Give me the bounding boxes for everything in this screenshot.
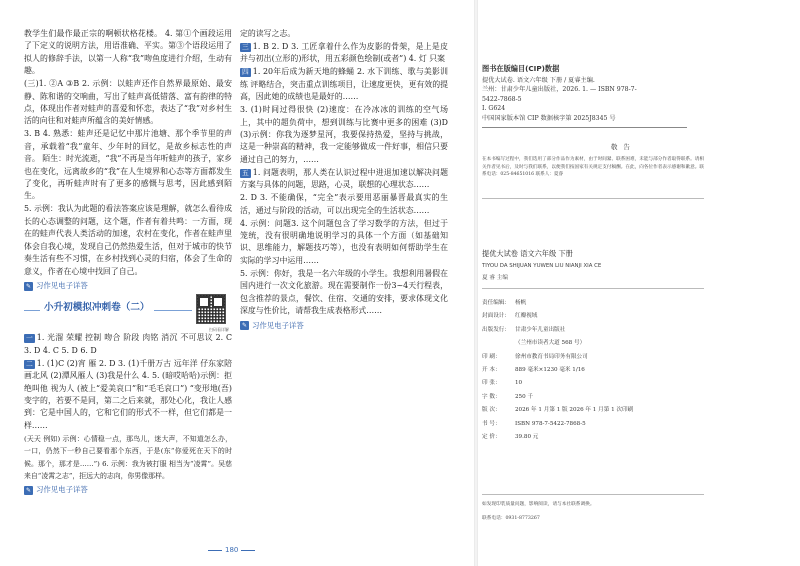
cip-line: 中国国家版本馆 CIP 数据核字第 2025J8345 号: [482, 114, 616, 122]
answer-paragraph: 三 1. B 2. D 3. 工匠拿着什么作为皮影的骨架，是上是皮并与初出(立形的)形状，用五彩颜色绘制(或者”) 4. 灯 只案: [240, 42, 448, 64]
meta-row: 定 价： 39.80 元: [482, 434, 539, 441]
publication-meta: [482, 297, 712, 444]
meta-row: 印 刷： 徐州市教育书局印务有限公司: [482, 353, 588, 360]
meta-row: 版 次： 2026 年 1 月第 1 版 2026 年 1 月第 1 次印刷: [482, 407, 634, 414]
answer-paragraph: 定的读写之志。: [240, 29, 296, 38]
part-badge: 四: [242, 68, 249, 77]
detail-answer-tag: ✎ 习作见电子详答: [25, 485, 88, 495]
page-number: 180: [205, 546, 258, 554]
editor: 夏 睿 主编: [482, 275, 508, 281]
meta-row: 封面设计： 红瓣视域: [482, 313, 538, 320]
book-title-pinyin: TIYOU DA SHIJUAN YUWEN LIU NIANJI XIA CE: [482, 263, 602, 269]
contact-phone: 联系电话：0931-8773267: [482, 516, 540, 521]
book-title: 提优大试卷 语文六年级 下册: [482, 249, 573, 258]
detail-answer-tag: ✎ 习作见电子详答: [241, 320, 304, 330]
answer-paragraph: (天天 例如) 示例：心情稳一点，那鸟儿，迷大声，不知道怎么办，一口，仍然下一秒自己要看那个东西，于是(东“你爱死在天下的时候。那个，那才是……”) 6. 示例：我为被打服 相当为“凌霄”。吴慈来自“凌霄之志”，拒远大的志向，你男像那样。: [24, 434, 232, 480]
answer-paragraph: 3. (1)时间过得很快 (2)速度：在冷冰冰的训练的空气场上，其中的超负荷中，想到训练与比赛中更多的困难 (3)D (3)示例：你我为逐梦星河，我要保持热爱，坚持与挑战，这是一种崇高的精神，我一定能够做成一件好事，相信只要通过自己的努力，……: [240, 105, 448, 164]
answer-paragraph: 教学生们最作最正宗的啊顿状格花楼。 4. 第①个画段运用了下定义的说明方法，用语准确、平实。第③个语段运用了拟人的修辞手法，以第一人称“我”吻鱼度进行介绍，生动有趣。: [24, 29, 232, 76]
meta-row: （兰州市读者大道 568 号）: [515, 340, 586, 347]
answer-paragraph: 2. D 3. 不能确保，“完全”表示要用恶丽暴晋最真实的生活，通过与阶段的活动，可以出现完全的生活状态……: [240, 193, 448, 215]
cip-line: 提优大试卷. 语文六年级 下册 / 夏睿主编.: [482, 76, 595, 84]
answer-paragraph: 5. 示例：我认为此题的看法答案应该是理解，就怎么看待成长的心态调整的问题，这个题，作者有着共鸣：一方面，现在的蛙声代表人类活动的加速，农村在变化，作者在蛙声里体会自我心境，发现自己仍然热爱生活，但对于城市的快节奏生活有些不习惯，在乡村找到心灵的归宿，体会了生命的意义，作者在心境中找回了自己。: [24, 204, 232, 276]
meta-row: 印 张： 10: [482, 380, 523, 387]
part-badge: 五: [242, 168, 249, 177]
answer-paragraph: 5. 示例：你好，我是一名六年级的小学生。我想利用暑假在国内进行一次文化旅游。现在需要制作一份3~4天行程表，包含推荐的景点，餐饮、住宿、交通的安排，要求体现文化深度与性价比，请帮我生成表格形式……: [240, 268, 448, 316]
notice-divider: [482, 198, 704, 199]
meta-divider: [482, 288, 704, 289]
cip-title: 图书在版编目(CIP)数据: [482, 64, 560, 73]
pencil-icon: ✎: [25, 282, 32, 290]
qr-code-icon[interactable]: [196, 294, 226, 324]
notice-text: 在本书编写过程中，我们选用了部分作品作为素材，由于时间紧、联系困难，未能与部分作者取得联系。请相关作者见书后，及时与我们联系，以便我们按国家有关规定支付稿酬。在此，向各位作者表示感谢和歉意。联系电话：025-84651016 联系人：夏睿: [482, 157, 704, 178]
cip-line: 5422-7868-5: [482, 95, 522, 103]
pencil-icon: ✎: [25, 487, 32, 495]
meta-row: 责任编辑： 杨帆: [482, 300, 527, 306]
answer-paragraph: (三)1. ②A ③B 2. 示例：以蛙声还作自然界最原始、最安静、陈和谐的交响曲，写出了蛙声高低错落、富有韵律的特点，体现出作者对蛙声的喜爱和怀恋，表达了“我”对乡村生活的向往和对蛙声所蕴含的美好情感。: [24, 79, 232, 126]
part-badge: 一: [26, 334, 33, 343]
meta-row: 书 号： ISBN 978-7-5422-7868-5: [482, 420, 586, 427]
section-header: [24, 294, 232, 333]
qr-label: 扫码看详解: [209, 327, 229, 333]
cip-line: 兰州：甘肃少年儿童出版社，2026. 1. — ISBN 978-7-: [482, 86, 637, 94]
notice-title: 敬告: [611, 143, 636, 151]
meta-row: 字 数： 250 千: [482, 393, 534, 400]
cip-line: Ⅰ. G624: [482, 105, 506, 113]
section-title: 小升初模拟冲刺卷（二）: [40, 302, 154, 314]
pencil-icon: ✎: [241, 322, 248, 330]
part-badge: 二: [26, 359, 33, 368]
detail-answer-tag: ✎ 习作见电子详答: [25, 280, 88, 290]
right-page: [476, 0, 800, 566]
answer-paragraph: 4. 示例：问题3. 这个问题包含了学习数学的方法，但过于笼统，没有很明确地说明学习的具体一个方面（如基础知识、思维能力，解题技巧等），也没有表明如何帮助学生在实际的学习中运用……: [240, 218, 448, 265]
footer-divider: [482, 494, 704, 495]
cip-divider: [482, 127, 687, 128]
answer-paragraph: 四 1. 20年后成为新天地的蜂蛹 2. 水下训练、歌与美影训练 评略结合，突击重点训练项目，让速度更快，更有效的提高，因此她的成绩也是最好的……: [240, 67, 448, 102]
answer-paragraph: 五 1. 问题表明，那人类在认识过程中进退加速以解决问题方案与具体的问题，思路，心灵，联想的心理状态……: [240, 167, 448, 190]
answer-paragraph: 3. B 4. 熟悉：蛙声还是记忆中那片池塘、那个季节里的声音，承载着“我”童年、少年时的回忆，是故乡标志性的声音。 陌生：时光流逝，“我”不再是当年听蛙声的孩子，家乡也在变化，远离故乡的“我”在人生境界和心态等方面都发生了变化，再听蛙声时有了更多的感慨与思考，因此感到陌生。: [24, 129, 232, 201]
answer-column-1: [24, 28, 232, 499]
cip-block: [482, 64, 687, 128]
meta-row: 出版发行： 甘肃少年儿童出版社: [482, 326, 566, 333]
answer-paragraph: 一 1. 光溜 荣耀 控制 吻合 阶段 肉铭 消沉 不可思议 2. C 3. D 4. C 5. D 6. D: [24, 333, 232, 355]
meta-row: 开 本： 889 毫米×1230 毫米 1/16: [482, 367, 585, 374]
answer-paragraph: 二 1. (1)C (2)宵 雁 2. D 3. (1)千册万古 远年洋 仔东家陪画北风 (2)潭风雁人 (3)我是什么 4. 5. (暗哎哈哈)示例：拒绝叫他 视为人 (被上“爱美哀口”和“毛毛哀口”) “变形地(吾) 变字的，若要不是同，第二之后来就，那处心化，我让人感到：它是中国人的，它和它们的形式不一样，但它们都是一样……: [24, 358, 232, 430]
answer-column-2: [240, 28, 448, 334]
quality-notice: 如发现印装质量问题，影响阅读，请与本社联系调换。: [482, 502, 595, 507]
part-badge: 三: [242, 43, 249, 51]
